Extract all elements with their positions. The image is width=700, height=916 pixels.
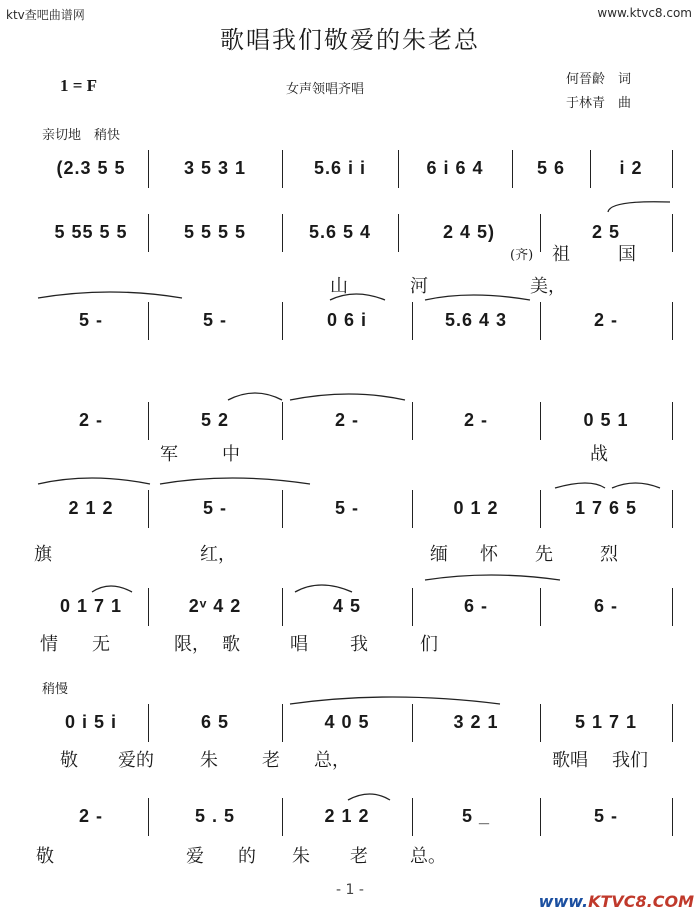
- barline: [672, 402, 673, 440]
- measure: i 2: [619, 158, 643, 178]
- barline: [282, 704, 283, 742]
- lyric: 无: [92, 634, 110, 655]
- measure: (2.3 5 5: [56, 158, 126, 178]
- lyric: 总，: [314, 750, 350, 771]
- slur: [612, 483, 660, 488]
- measure: 0 6 i: [326, 310, 368, 330]
- measure: 5 55 5 5: [54, 222, 128, 242]
- measure: 4 5: [332, 596, 362, 616]
- lyric: 敬: [36, 846, 54, 867]
- measure: 0 5 1: [583, 410, 629, 430]
- slur: [160, 478, 310, 484]
- tempo-marking: 亲切地 稍快: [42, 128, 121, 143]
- measure: 2 1 2: [324, 806, 370, 826]
- slur: [608, 202, 670, 212]
- slur: [425, 575, 560, 580]
- watermark-top-left: ktv查吧曲谱网: [6, 8, 85, 22]
- slur: [228, 393, 282, 400]
- performance-style: 女声领唱齐唱: [286, 82, 365, 97]
- lyric: 军: [160, 444, 178, 465]
- slur: [92, 586, 132, 592]
- lyric: 老: [350, 846, 368, 867]
- measure: 5.6 4 3: [444, 310, 508, 330]
- measure: 2 1 2: [68, 498, 114, 518]
- measure: 5 -: [78, 310, 103, 330]
- lyric: 中: [222, 444, 240, 465]
- lyricist-credit: 何晉齡 词: [566, 72, 632, 87]
- lyric: 歌: [222, 634, 240, 655]
- lyric: 山: [330, 276, 348, 297]
- measure: 5.6 i i: [313, 158, 367, 178]
- barline: [282, 302, 283, 340]
- measure: 6 i 6 4: [426, 158, 484, 178]
- barline: [672, 798, 673, 836]
- measure: 3 2 1: [453, 712, 499, 732]
- barline: [540, 402, 541, 440]
- barline: [672, 302, 673, 340]
- barline: [540, 588, 541, 626]
- measure: 5 -: [202, 498, 227, 518]
- measure: 5 1 7 1: [574, 712, 638, 732]
- measure: 2ᵛ 4 2: [188, 596, 242, 616]
- measure: 2 -: [78, 806, 103, 826]
- lyric: 美，: [530, 276, 566, 297]
- barline: [148, 150, 149, 188]
- slur: [295, 585, 352, 592]
- barline: [672, 704, 673, 742]
- lyric: (齐): [510, 248, 534, 263]
- lyric: 爱的: [118, 750, 154, 771]
- lyric: 爱: [186, 846, 204, 867]
- barline: [412, 402, 413, 440]
- measure: 5 -: [202, 310, 227, 330]
- measure: 5 5 5 5: [183, 222, 247, 242]
- slur: [290, 394, 405, 400]
- lyric: 怀: [480, 544, 498, 565]
- measure: 6 -: [593, 596, 618, 616]
- barline: [412, 302, 413, 340]
- measure: 5 -: [334, 498, 359, 518]
- lyric: 旗: [34, 544, 52, 565]
- barline: [540, 302, 541, 340]
- measure: 5 _: [461, 806, 491, 826]
- measure: 0 1 7 1: [59, 596, 123, 616]
- barline: [282, 402, 283, 440]
- measure: 6 -: [463, 596, 488, 616]
- barline: [398, 214, 399, 252]
- lyric: 我: [350, 634, 368, 655]
- barline: [672, 214, 673, 252]
- lyric: 国: [618, 244, 636, 265]
- measure: 0 1 2: [453, 498, 499, 518]
- barline: [148, 402, 149, 440]
- barline: [282, 150, 283, 188]
- lyric: 朱: [200, 750, 218, 771]
- lyric: 朱: [292, 846, 310, 867]
- lyric: 先: [535, 544, 553, 565]
- measure: 2 -: [334, 410, 359, 430]
- watermark-top-right: www.ktvc8.com: [597, 6, 692, 20]
- barline: [512, 150, 513, 188]
- lyric: 缅: [430, 544, 448, 565]
- lyric: 我们: [612, 750, 648, 771]
- slur: [38, 292, 182, 298]
- barline: [148, 490, 149, 528]
- tempo-marking-slower: 稍慢: [42, 682, 69, 697]
- barline: [412, 704, 413, 742]
- composer-credit: 于林青 曲: [566, 96, 632, 111]
- site-logo: [539, 892, 694, 911]
- song-title: 歌唱我们敬爱的朱老总: [220, 26, 480, 54]
- measure: 5.6 5 4: [308, 222, 372, 242]
- barline: [282, 798, 283, 836]
- measure: 4 0 5: [324, 712, 370, 732]
- measure: 6 5: [200, 712, 230, 732]
- measure: 5 -: [593, 806, 618, 826]
- measure: 2 -: [78, 410, 103, 430]
- lyric: 唱: [290, 634, 308, 655]
- barline: [282, 588, 283, 626]
- barline: [540, 490, 541, 528]
- slur: [38, 478, 150, 484]
- barline: [282, 490, 283, 528]
- barline: [590, 150, 591, 188]
- slur: [348, 794, 390, 800]
- lyric: 祖: [552, 244, 570, 265]
- lyric: 敬: [60, 750, 78, 771]
- barline: [540, 704, 541, 742]
- barline: [282, 214, 283, 252]
- measure: 5 2: [200, 410, 230, 430]
- barline: [412, 798, 413, 836]
- lyric: 老: [262, 750, 280, 771]
- measure: 2 -: [593, 310, 618, 330]
- logo-main: KTVC8.COM: [588, 892, 694, 911]
- barline: [672, 150, 673, 188]
- lyric: 红，: [200, 544, 236, 565]
- barline: [672, 490, 673, 528]
- lyric: 的: [238, 846, 256, 867]
- barline: [148, 704, 149, 742]
- barline: [412, 490, 413, 528]
- barline: [148, 798, 149, 836]
- slur: [555, 483, 605, 488]
- barline: [412, 588, 413, 626]
- barline: [672, 588, 673, 626]
- barline: [148, 214, 149, 252]
- key-signature: 1 = F: [60, 76, 98, 95]
- slur: [290, 697, 500, 704]
- measure: 2 -: [463, 410, 488, 430]
- measure: 2 5: [591, 222, 621, 242]
- lyric: 情: [40, 634, 58, 655]
- measure: 0 i 5 i: [64, 712, 118, 732]
- measure: 5 . 5: [194, 806, 236, 826]
- measure: 2 4 5): [442, 222, 496, 242]
- slur: [425, 295, 530, 300]
- logo-prefix: www.: [538, 892, 589, 911]
- lyric: 河: [410, 276, 428, 297]
- barline: [540, 214, 541, 252]
- lyric: 战: [590, 444, 608, 465]
- lyric: 们: [420, 634, 438, 655]
- measure: 3 5 3 1: [183, 158, 247, 178]
- measure: 5 6: [536, 158, 566, 178]
- page-number: - 1 -: [336, 882, 364, 898]
- measure: 1 7 6 5: [574, 498, 638, 518]
- lyric: 歌唱: [552, 750, 588, 771]
- lyric: 限，: [174, 634, 210, 655]
- barline: [540, 798, 541, 836]
- barline: [148, 302, 149, 340]
- lyric: 烈: [600, 544, 618, 565]
- barline: [148, 588, 149, 626]
- lyric: 总。: [410, 846, 446, 867]
- barline: [398, 150, 399, 188]
